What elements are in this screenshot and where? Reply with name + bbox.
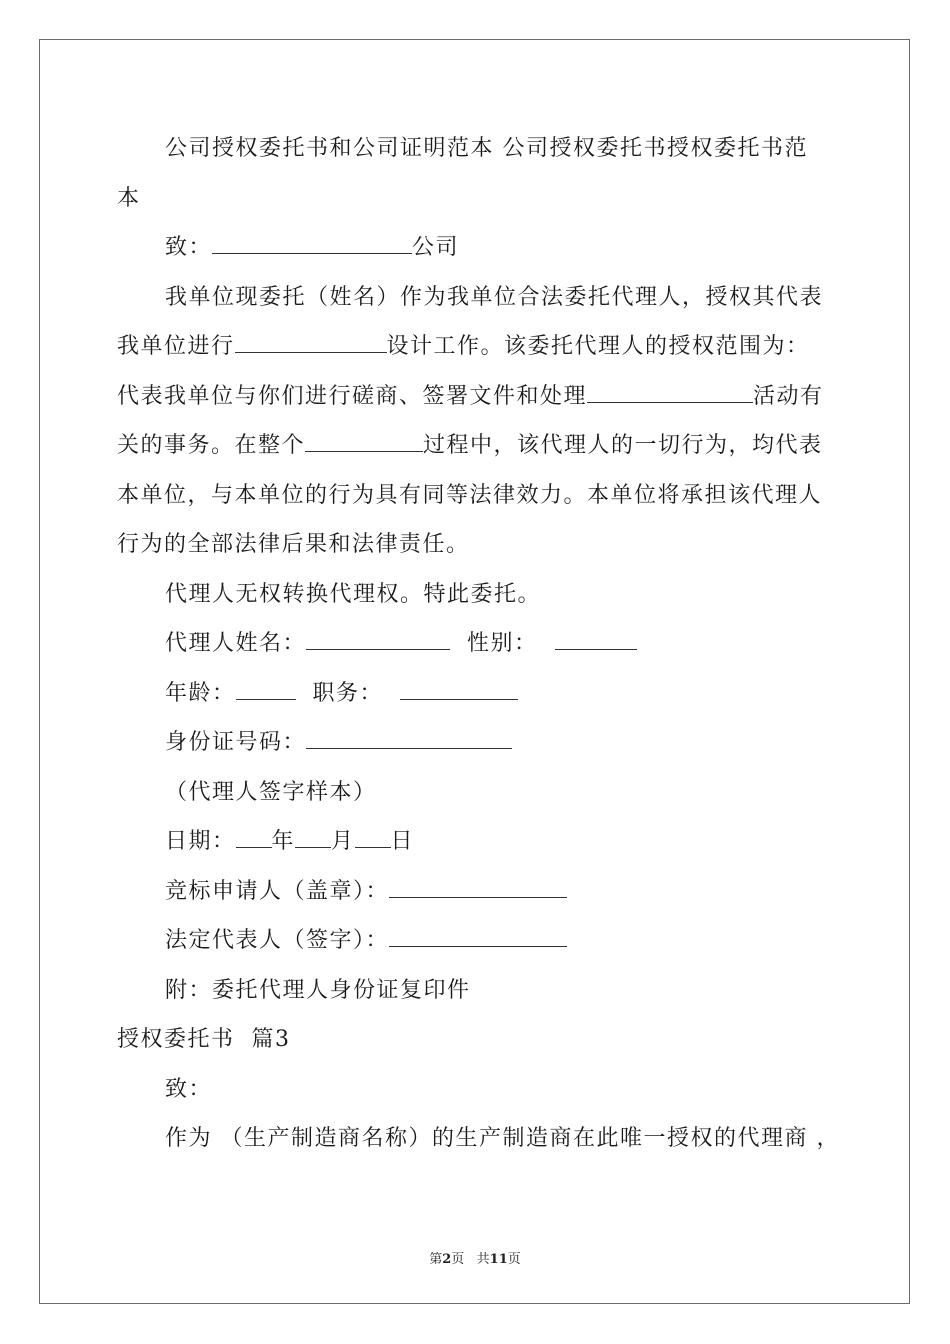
body-line-3a: 代表我单位与你们进行磋商、签署文件和处理 <box>117 383 588 409</box>
body-line-4 <box>117 421 837 471</box>
company-suffix: 公司 <box>412 235 460 260</box>
age-position-line <box>117 669 837 719</box>
gender-label: 性别： <box>467 631 538 656</box>
body-line-4b: 过程中，该代理人的一切行为，均代表 <box>423 433 823 458</box>
attachment-line: 附：委托代理人身份证复印件 <box>165 977 471 1003</box>
body-line-3 <box>117 372 837 422</box>
body-line-5: 本单位，与本单位的行为具有同等法律效力。本单位将承担该代理人 <box>117 482 823 508</box>
section3-to: 致： <box>165 1076 213 1102</box>
day-label: 日 <box>390 829 415 854</box>
body-line-2 <box>117 322 837 372</box>
body-line-6: 行为的全部法律后果和法律责任。 <box>117 532 470 557</box>
activity-blank <box>587 384 753 403</box>
id-label: 身份证号码： <box>165 730 307 755</box>
page-footer <box>0 1248 950 1267</box>
doc-title-line1: 公司授权委托书和公司证明范本 公司授权委托书授权委托书范 <box>165 136 808 161</box>
to-label: 致： <box>165 235 213 260</box>
date-line <box>117 817 837 867</box>
company-blank <box>212 235 412 254</box>
id-number-line <box>117 718 837 768</box>
footer-suffix: 页 <box>507 1252 521 1267</box>
design-blank <box>235 334 387 353</box>
age-blank <box>236 681 296 700</box>
bidder-line <box>117 867 837 917</box>
month-label: 月 <box>331 829 355 854</box>
section3-heading: 授权委托书 篇3 <box>117 1027 291 1052</box>
legal-rep-label: 法定代表人（签字）： <box>165 928 390 953</box>
legal-rep-blank <box>389 928 567 947</box>
position-blank <box>400 681 518 700</box>
month-blank <box>295 829 331 848</box>
to-company-line <box>117 223 837 273</box>
gender-blank <box>555 631 637 650</box>
body-line-2a: 我单位进行 <box>117 334 235 359</box>
body-line-3b: 活动有 <box>753 383 824 409</box>
age-label: 年龄： <box>165 680 236 706</box>
footer-mid: 页 共 <box>451 1252 490 1267</box>
agent-name-line <box>117 619 837 669</box>
bidder-label: 竞标申请人（盖章）： <box>165 878 390 904</box>
signature-sample-line: （代理人签字样本） <box>165 779 377 805</box>
body-line-4a: 关的事务。在整个 <box>117 433 306 458</box>
position-label: 职务： <box>312 680 384 706</box>
process-blank <box>305 433 423 452</box>
section3-line1: 作为 （生产制造商名称）的生产制造商在此唯一授权的代理商 ， <box>165 1126 840 1151</box>
doc-title-line2: 本 <box>117 185 141 211</box>
id-blank <box>306 730 512 749</box>
day-blank <box>355 829 391 848</box>
bidder-blank <box>389 879 567 898</box>
year-label: 年 <box>271 829 296 854</box>
no-transfer-line: 代理人无权转换代理权。特此委托。 <box>165 581 542 607</box>
footer-page-number: 2 <box>442 1252 452 1267</box>
date-label: 日期： <box>165 829 236 854</box>
footer-prefix: 第 <box>429 1252 443 1267</box>
footer-total-pages: 11 <box>489 1252 508 1267</box>
legal-rep-line <box>117 916 837 966</box>
year-blank <box>236 829 272 848</box>
body-line-2b: 设计工作。该委托代理人的授权范围为： <box>386 334 810 359</box>
agent-name-blank <box>306 631 450 650</box>
document-body <box>117 124 840 1164</box>
body-line-1: 我单位现委托（姓名）作为我单位合法委托代理人，授权其代表 <box>165 284 824 310</box>
agent-name-label: 代理人姓名： <box>165 631 307 656</box>
